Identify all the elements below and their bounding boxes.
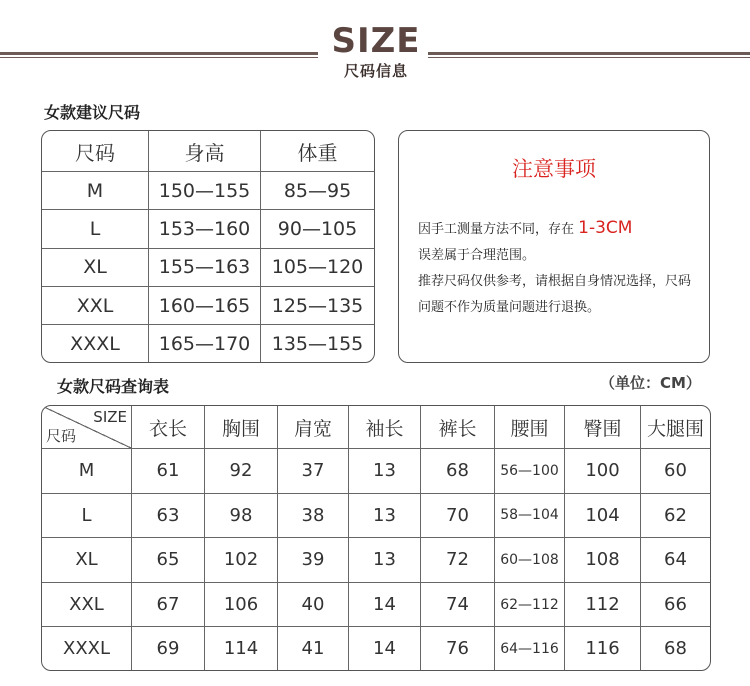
table-cell: 92 [205,449,278,494]
table-cell: 108 [565,538,641,583]
table-cell: 14 [349,583,421,628]
header-cell: 衣长 [132,406,205,449]
table-cell: 64—116 [495,627,565,670]
table-cell: XL [42,538,132,583]
table-cell: XL [42,249,149,287]
header-cell: 臀围 [565,406,641,449]
table-cell: 13 [349,538,421,583]
table-cell: M [42,449,132,494]
table-cell: 62 [641,494,710,539]
table-cell: M [42,172,149,210]
table-cell: 67 [132,583,205,628]
table-cell: 114 [205,627,278,670]
header-cell: 裤长 [421,406,495,449]
table-cell: XXXL [42,325,149,362]
table-cell: 106 [205,583,278,628]
table-cell: 150—155 [149,172,261,210]
table-row [42,538,710,583]
table-row [42,325,374,362]
recommend-header-row [42,131,374,172]
table-cell: 160—165 [149,287,261,325]
size-subheading: 尺码信息 [343,62,408,80]
corner-cell [42,406,132,449]
table-cell: 61 [132,449,205,494]
notice-line-1 [418,215,703,269]
table-row [42,583,710,628]
table-cell: 64 [641,538,710,583]
table-cell: 102 [205,538,278,583]
table-cell: 98 [205,494,278,539]
header-cell: 胸围 [205,406,278,449]
table-cell: 62—112 [495,583,565,628]
table-cell: 85—95 [261,172,374,210]
size-chart-table [41,405,711,671]
table-cell: 155—163 [149,249,261,287]
notice-line-2: 推荐尺码仅供参考，请根据自身情况选择，尺码问题不作为质量问题进行退换。 [418,274,692,315]
corner-size-label: SIZE [93,408,127,426]
table-cell: 13 [349,494,421,539]
recommend-header-cell: 身高 [149,131,261,172]
recommend-table [41,130,375,363]
table-cell: 60—108 [495,538,565,583]
table-cell: XXL [42,287,149,325]
table-cell: XXXL [42,627,132,670]
table-cell: L [42,210,149,248]
table-cell: 58—104 [495,494,565,539]
table-cell: 68 [421,449,495,494]
size-chart-header-row [42,406,710,449]
table-cell: 125—135 [261,287,374,325]
header-cell: 大腿围 [641,406,710,449]
table-cell: 165—170 [149,325,261,362]
notice-line-1-post: 误差属于合理范围。 [418,248,536,263]
table-cell: 105—120 [261,249,374,287]
table-cell: 37 [278,449,349,494]
table-cell: 65 [132,538,205,583]
table-cell: 68 [664,638,687,660]
size-chart-title: 女款尺码查询表 [57,377,170,396]
table-row [42,494,710,539]
table-cell: 66 [641,583,710,628]
table-cell: 74 [421,583,495,628]
notice-line-1-pre: 因手工测量方法不同，存在 [418,222,579,237]
table-cell: 41 [278,627,349,670]
header-rule-right [428,52,750,55]
table-row [42,287,374,325]
recommend-title: 女款建议尺码 [44,103,141,122]
table-cell: 116 [565,627,641,670]
header-rule-left [0,52,318,55]
notice-highlight: 1-3CM [578,218,633,238]
header-cell: 袖长 [349,406,421,449]
table-row [42,627,710,670]
table-row [42,449,710,494]
table-cell: 39 [278,538,349,583]
table-cell: 90—105 [261,210,374,248]
table-cell: 100 [565,449,641,494]
table-cell: L [42,494,132,539]
recommend-header-cell: 尺码 [42,131,149,172]
table-cell: 112 [565,583,641,628]
table-cell: 63 [132,494,205,539]
table-cell: 13 [349,449,421,494]
recommend-header-cell: 体重 [261,131,374,172]
unit-label: （单位：CM） [600,374,701,392]
table-cell: 14 [349,627,421,670]
table-cell: XXL [42,583,132,628]
header-cell: 肩宽 [278,406,349,449]
header-cell: 腰围 [495,406,565,449]
table-cell: 135—155 [271,332,364,355]
table-cell: 38 [278,494,349,539]
table-cell: 72 [421,538,495,583]
notice-box [398,130,710,363]
table-cell: 76 [421,627,495,670]
notice-text [418,215,703,321]
size-heading: SIZE [331,21,421,61]
table-cell: 153—160 [149,210,261,248]
table-row [42,210,374,248]
corner-size-code-label: 尺码 [46,427,77,445]
table-cell: 70 [421,494,495,539]
notice-title: 注意事项 [512,157,596,181]
table-cell: 56—100 [495,449,565,494]
table-row [42,249,374,287]
table-cell: 40 [278,583,349,628]
table-cell: 104 [565,494,641,539]
table-cell: 69 [132,627,205,670]
table-cell: 60 [641,449,710,494]
table-row [42,172,374,210]
